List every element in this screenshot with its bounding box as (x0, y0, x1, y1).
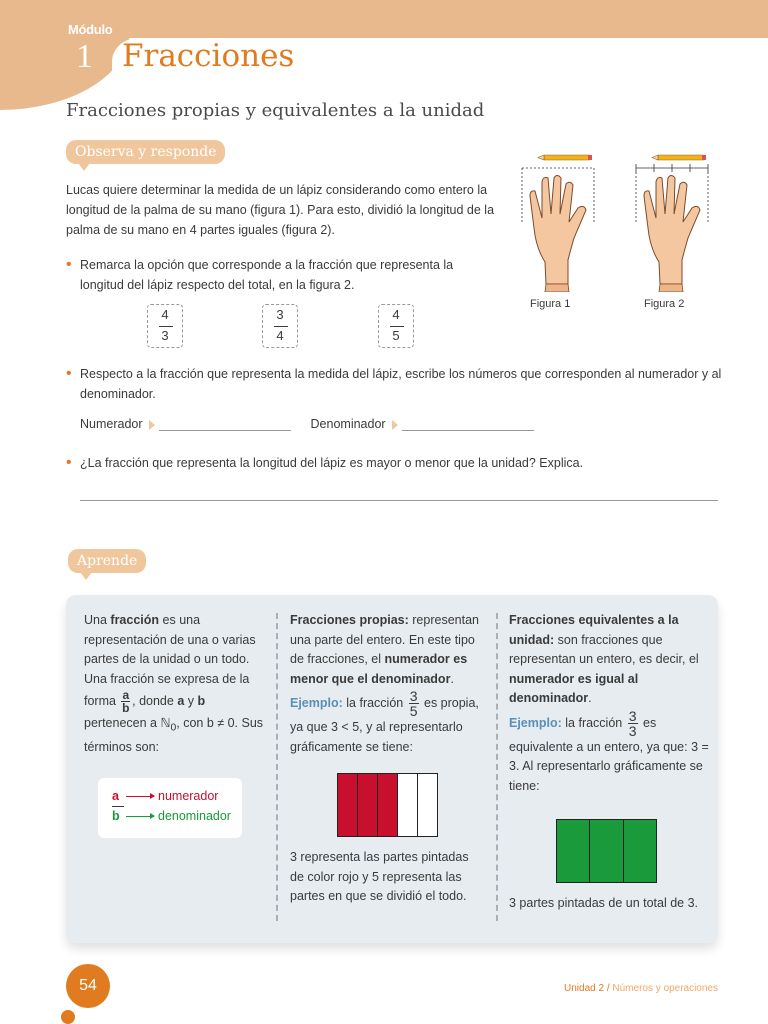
figure-1-caption: Figura 1 (530, 298, 571, 310)
observa-pill: Observa y responde (66, 140, 225, 164)
figure-2-hand-pencil-divided (626, 152, 712, 292)
figure-1-hand-pencil (512, 152, 598, 292)
inline-fraction-3-3: $\frac{3}{3}$ (628, 707, 637, 739)
intro-text: Lucas quiere determinar la medida de un lápiz considerando como entero la longitud de la palma de su mano (figura 1). Para esto, dividió la longitud de la palma de su mano en 4 partes iguales (figura 2). (66, 183, 495, 237)
unit-fraction-caption: 3 partes pintadas de un total de 3. (509, 896, 699, 910)
fraction-option-1[interactable] (147, 304, 183, 348)
fraction-option-3[interactable] (378, 304, 414, 348)
inline-fraction-3-5: $\frac{3}{5}$ (409, 688, 418, 719)
shaded-part (590, 820, 623, 882)
denominador-label: Denominador (310, 417, 386, 431)
fraction-bar (274, 326, 288, 327)
shaded-part (624, 820, 656, 882)
answer-row (80, 417, 534, 431)
option-numerator: 4 (392, 307, 400, 322)
option-denominator: 4 (276, 328, 284, 343)
unshaded-part (398, 774, 418, 836)
term-numerator: a numerador (112, 787, 242, 807)
explanation-answer-line[interactable] (80, 500, 718, 501)
modulo-number: 1 (76, 38, 93, 75)
header-curve (0, 30, 130, 110)
proper-fraction-model (337, 773, 438, 837)
bullet-explica: • ¿La fracción que representa la longitud del lápiz es mayor o menor que la unidad? Explica. (66, 453, 726, 473)
option-numerator: 3 (276, 307, 284, 322)
fraction-bar (159, 326, 173, 327)
module-title: Fracciones (122, 38, 295, 74)
shaded-part (338, 774, 358, 836)
shaded-part (557, 820, 590, 882)
column-divider (276, 613, 278, 921)
unit-fraction-model (556, 819, 657, 883)
term-denominator: b denominador (112, 809, 231, 823)
bullet-numerador: • Respecto a la fracción que representa la medida del lápiz, escribe los números que corresponden al numerador y al denominador. (66, 364, 726, 404)
modulo-label: Módulo (68, 22, 113, 37)
proper-fraction-column: Fracciones propias: representan una parte del entero. En este tipo de fracciones, el numerador es menor que el denominador. Ejemplo: la fracción $\frac{3}{5}$ es propia, ya que 3 < 5, y al representarlo gráficamente se tiene: (290, 613, 479, 754)
figure-2-caption: Figura 2 (644, 298, 685, 310)
shaded-part (358, 774, 378, 836)
aprende-pill: Aprende (68, 549, 146, 573)
option-denominator: 5 (392, 328, 400, 343)
unit-fraction-column: Fracciones equivalentes a la unidad: son fracciones que representan un entero, es decir, el numerador es igual al denominador. Ejemplo: la fracción $\frac{3}{3}$ es equivalente a un entero, ya que: 3 = 3. Al representarlo gráficamente se tiene: (509, 613, 709, 793)
fraction-definition-column: Una fracción es una representación de una o varias partes de la unidad o un todo. Una fracción se expresa de la forma $\frac{a}{b}$ , donde a y b pertenecen a ℕ$_0$, con b ≠ 0. Sus términos son: (84, 613, 264, 754)
proper-fraction-caption: 3 representa las partes pintadas de color rojo y 5 representa las partes en que se dividió el todo. (290, 850, 469, 903)
inline-fraction-a-b: $\frac{a}{b}$ (122, 688, 130, 715)
shaded-part (378, 774, 398, 836)
denominador-answer-blank[interactable] (402, 417, 534, 431)
fraction-bar (390, 326, 404, 327)
numerador-label: Numerador (80, 417, 143, 431)
column-divider (496, 613, 498, 921)
arrow-right-icon (392, 420, 398, 430)
page-dot (61, 1010, 75, 1024)
option-numerator: 4 (161, 307, 169, 322)
footer-unit: Unidad 2 / Números y operaciones (564, 983, 718, 994)
arrow-right-icon (149, 420, 155, 430)
unshaded-part (418, 774, 437, 836)
fraction-terms-card (98, 778, 242, 838)
page-number: 54 (66, 964, 110, 1008)
fraction-option-2[interactable] (262, 304, 298, 348)
bullet-remarca: • Remarca la opción que corresponde a la fracción que representa la longitud del lápiz respecto del total, en la figura 2. (66, 255, 496, 295)
option-denominator: 3 (161, 328, 169, 343)
numerador-answer-blank[interactable] (159, 417, 291, 431)
section-title: Fracciones propias y equivalentes a la unidad (66, 100, 485, 121)
